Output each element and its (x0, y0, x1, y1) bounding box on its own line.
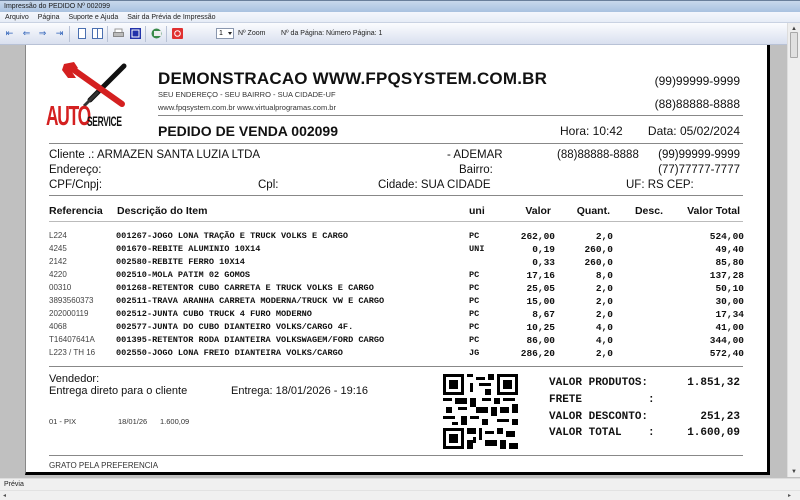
window-title: Impressão do PEDIDO Nº 002099 (0, 0, 800, 12)
menu-arquivo[interactable]: Arquivo (5, 14, 29, 21)
cell-ref: L223 / TH 16 (49, 348, 96, 357)
cell-quant: 2,0 (595, 348, 613, 359)
logo-word-service: SERVICE (87, 113, 122, 129)
cell-quant: 260,0 (584, 257, 613, 268)
cell-uni: PC (469, 270, 480, 280)
client-address: Endereço: (49, 164, 102, 176)
cell-quant: 4,0 (595, 335, 613, 346)
total-produtos-label: VALOR PRODUTOS: (549, 377, 649, 389)
order-date: Data: 05/02/2024 (647, 124, 740, 138)
divider (158, 115, 743, 116)
cell-quant: 2,0 (595, 296, 613, 307)
cell-valor: 10,25 (526, 322, 555, 333)
cell-ref: T16407641A (49, 335, 95, 344)
cell-ref: 00310 (49, 283, 72, 292)
toolbar-separator (69, 26, 70, 42)
client-cpf: CPF/Cnpj: (49, 179, 103, 191)
menu-sair-previa[interactable]: Sair da Prévia de Impressão (127, 14, 216, 21)
scrollbar-thumb[interactable] (790, 32, 798, 58)
cell-total: 85,80 (715, 257, 744, 268)
client-city: Cidade: SUA CIDADE (378, 179, 491, 191)
cell-uni: PC (469, 231, 480, 241)
cell-total: 572,40 (709, 348, 744, 359)
client-uf-cep: UF: RS CEP: (626, 179, 694, 191)
toolbar-separator (166, 26, 167, 42)
cell-uni: PC (469, 322, 480, 332)
cell-desc: 001395-RETENTOR RODA DIANTEIRA VOLKSWAGEM/FORD CARGO (116, 335, 385, 345)
cell-valor: 0,33 (532, 257, 555, 268)
cell-uni: PC (469, 296, 480, 306)
col-header-ref: Referencia (49, 205, 103, 217)
cell-uni: PC (469, 309, 480, 319)
cell-total: 344,00 (709, 335, 744, 346)
print-icon[interactable] (113, 28, 124, 39)
cell-desc: 002577-JUNTA DO CUBO DIANTEIRO VOLKS/CARGO 4F. (116, 322, 354, 332)
cell-total: 524,00 (709, 231, 744, 242)
cell-desc: 001267-JOGO LONA TRAÇÃO E TRUCK VOLKS E CARGO (116, 231, 349, 241)
cell-ref: 4245 (49, 244, 67, 253)
col-header-valor: Valor (525, 205, 551, 217)
cell-valor: 15,00 (526, 296, 555, 307)
table-row (26, 231, 771, 242)
menu-suporte-ajuda[interactable]: Suporte e Ajuda (68, 14, 119, 21)
cell-valor: 0,19 (532, 244, 555, 255)
divider (49, 221, 743, 222)
table-row (26, 322, 771, 333)
qr-code-icon (443, 374, 518, 449)
single-page-icon[interactable] (76, 28, 87, 39)
cell-desc: 002512-JUNTA CUBO TRUCK 4 FURO MODERNO (116, 309, 312, 319)
cell-uni: UNI (469, 244, 485, 254)
divider (49, 143, 743, 144)
cell-desc: 002511-TRAVA ARANHA CARRETA MODERNA/TRUCK VW E CARGO (116, 296, 385, 306)
client-phone-3: (77)77777-7777 (658, 164, 740, 176)
horizontal-scrollbar[interactable] (0, 490, 800, 500)
logo-word-auto: AUTO (46, 100, 90, 131)
vendedor-label: Vendedor: (49, 373, 100, 385)
cell-valor: 8,67 (532, 309, 555, 320)
payment-method: 01 - PIX (49, 417, 77, 426)
total-produtos-value: 1.851,32 (687, 377, 740, 389)
chevron-down-icon (228, 32, 232, 35)
divider (49, 195, 743, 196)
previous-page-icon[interactable]: ⇐ (22, 28, 31, 38)
col-header-desc-pct: Desc. (634, 205, 663, 217)
cell-uni: PC (469, 283, 480, 293)
cell-uni: JG (469, 348, 480, 358)
table-row (26, 309, 771, 320)
cell-quant: 2,0 (595, 283, 613, 294)
email-icon[interactable] (151, 28, 162, 39)
cell-ref: 2142 (49, 257, 67, 266)
divider (49, 455, 743, 456)
col-header-quant: Quant. (576, 205, 610, 217)
client-phone-1: (88)88888-8888 (557, 149, 639, 161)
first-page-icon[interactable]: ⇤ (5, 28, 14, 38)
cell-total: 41,00 (715, 322, 744, 333)
payment-date: 18/01/26 (118, 417, 148, 426)
zoom-label: Nº Zoom (238, 30, 266, 37)
desconto-label: VALOR DESCONTO: (549, 411, 649, 423)
cell-quant: 4,0 (595, 322, 613, 333)
toolbar-separator (107, 26, 108, 42)
scroll-right-icon[interactable]: ▸ (787, 493, 791, 499)
cell-quant: 2,0 (595, 309, 613, 320)
last-page-icon[interactable]: ⇥ (55, 28, 64, 38)
client-contact: - ADEMAR (447, 149, 503, 161)
total-value: 1.600,09 (687, 427, 740, 439)
client-bairro: Bairro: (459, 164, 493, 176)
zoom-value: 1 (219, 30, 223, 37)
status-bar: Prévia (0, 478, 800, 490)
client-phone-2: (99)99999-9999 (658, 149, 740, 161)
cell-quant: 260,0 (584, 244, 613, 255)
company-phone-2: (88)88888-8888 (654, 97, 740, 111)
cell-quant: 8,0 (595, 270, 613, 281)
preview-viewport (0, 45, 787, 477)
cell-desc: 001670-REBITE ALUMINIO 10X14 (116, 244, 261, 254)
company-phone-1: (99)99999-9999 (654, 74, 740, 88)
company-website: www.fpqsystem.com.br www.virtualprogramas.com.br (158, 103, 336, 112)
cell-ref: 202000119 (49, 309, 89, 318)
client-cpl: Cpl: (258, 179, 279, 191)
divider (49, 366, 743, 367)
menu-bar (0, 12, 800, 23)
cell-ref: 4068 (49, 322, 67, 331)
col-header-desc: Descrição do Item (117, 205, 208, 217)
vertical-scrollbar[interactable] (787, 23, 800, 477)
delivery-type: Entrega direto para o cliente (49, 385, 188, 397)
table-row (26, 296, 771, 307)
menu-pagina[interactable]: Página (37, 14, 60, 21)
close-preview-icon[interactable] (172, 28, 183, 39)
payment-amount: 1.600,09 (160, 417, 190, 426)
scroll-left-icon[interactable]: ◂ (3, 493, 7, 499)
cell-uni: PC (469, 335, 480, 345)
cell-desc: 002510-MOLA PATIM 02 GOMOS (116, 270, 251, 280)
cell-ref: 3893560373 (49, 296, 94, 305)
export-icon[interactable] (130, 28, 141, 39)
thanks-message: GRATO PELA PREFERENCIA (49, 461, 159, 470)
table-row (26, 283, 771, 294)
cell-total: 30,00 (715, 296, 744, 307)
order-title: PEDIDO DE VENDA 002099 (158, 123, 338, 139)
print-page (25, 45, 770, 475)
cell-valor: 25,05 (526, 283, 555, 294)
client-name: Cliente .: ARMAZEN SANTA LUZIA LTDA (49, 149, 261, 161)
table-row (26, 257, 771, 268)
zoom-select[interactable] (216, 28, 234, 39)
table-row (26, 335, 771, 346)
delivery-date: Entrega: 18/01/2026 - 19:16 (231, 385, 368, 397)
company-name: DEMONSTRACAO WWW.FPQSYSTEM.COM.BR (158, 69, 548, 88)
table-row (26, 348, 771, 359)
scroll-up-icon[interactable]: ▲ (791, 26, 797, 32)
frete-label: FRETE : (549, 394, 655, 406)
next-page-icon[interactable]: ⇒ (38, 28, 47, 38)
order-time: Hora: 10:42 (560, 124, 623, 138)
cell-valor: 262,00 (520, 231, 555, 242)
cell-valor: 17,16 (526, 270, 555, 281)
cell-total: 137,28 (709, 270, 744, 281)
total-label: VALOR TOTAL : (549, 427, 655, 439)
cell-desc: 001268-RETENTOR CUBO CARRETA E TRUCK VOLKS E CARGO (116, 283, 374, 293)
cell-quant: 2,0 (595, 231, 613, 242)
company-address: SEU ENDEREÇO - SEU BAIRRO - SUA CIDADE-UF (158, 90, 336, 99)
toolbar (0, 23, 800, 45)
cell-total: 17,34 (715, 309, 744, 320)
cell-ref: L224 (49, 231, 67, 240)
col-header-total: Valor Total (687, 205, 740, 217)
scroll-down-icon[interactable]: ▼ (791, 469, 797, 475)
cell-desc: 002550-JOGO LONA FREIO DIANTEIRA VOLKS/CARGO (116, 348, 343, 358)
cell-total: 50,10 (715, 283, 744, 294)
page-number-label: Nº da Página: Número Página: 1 (281, 30, 383, 37)
cell-valor: 86,00 (526, 335, 555, 346)
cell-valor: 286,20 (520, 348, 555, 359)
desconto-value: 251,23 (700, 411, 740, 423)
cell-desc: 002580-REBITE FERRO 10X14 (116, 257, 245, 267)
table-row (26, 270, 771, 281)
cell-total: 49,40 (715, 244, 744, 255)
col-header-uni: uni (469, 205, 485, 217)
company-logo (46, 60, 141, 130)
cell-ref: 4220 (49, 270, 67, 279)
two-pages-icon[interactable] (92, 28, 103, 39)
table-row (26, 244, 771, 255)
toolbar-separator (145, 26, 146, 42)
